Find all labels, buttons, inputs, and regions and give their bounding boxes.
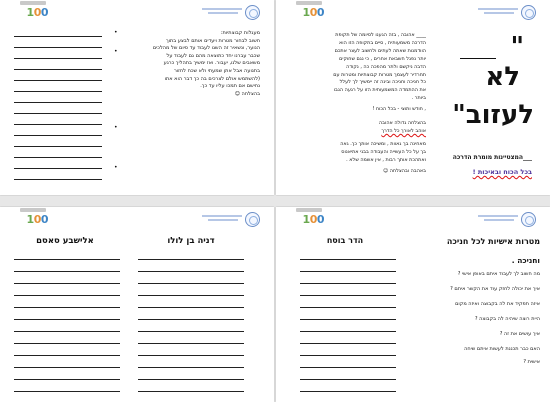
column-title: הדר בוסח: [326, 236, 364, 245]
title-line-1: לא: [485, 62, 520, 92]
document-page-3: [0, 207, 274, 402]
seal-caption: [484, 12, 514, 14]
writing-lines: [300, 251, 396, 392]
body-line: ____ אהובה , בזה הגענו לסיומה של תקופת: [335, 32, 426, 38]
seal-caption: [478, 215, 518, 217]
seal-caption: [208, 12, 238, 14]
bullet: •: [114, 124, 118, 131]
question: מה חשוב לך לעבוד איתם באופן אישי ?: [457, 271, 540, 277]
body-line: כל חניכה וחניכה ובינה זה יימשיך לך לעלל: [339, 79, 426, 86]
organization-seal-icon: [521, 5, 536, 20]
group-goals-paragraph: [132, 30, 260, 98]
paragraph-line: חשוב לבחור מטרות ויעדים אותם לבצע בתוך: [165, 37, 260, 44]
paragraph-line: נחישם אם תמכו עליו עד כך.: [200, 83, 260, 90]
paragraph-line: משאבים שלנו, יעבור. ואז ימשיך בתהליך כרגע: [163, 60, 260, 67]
bullet: •: [114, 29, 118, 36]
title-line-2: [452, 100, 534, 130]
organization-seal-icon: [245, 212, 260, 227]
page-header-logos: [0, 5, 274, 23]
open-quote: ": [510, 32, 524, 62]
question: היית רוצה שיהיה לה בקבוצה ?: [474, 316, 540, 322]
personal-goals-subtitle: וחניכה .: [511, 256, 540, 265]
subtitle: ___המצטיינות מומרת הדרכה: [452, 154, 532, 161]
document-page-4: [276, 207, 550, 402]
anniversary-100-logo: 100: [18, 6, 48, 22]
sign-off: בהצלחה ☺: [234, 90, 260, 97]
close-quote: ": [452, 100, 466, 130]
anniversary-100-logo: 100: [18, 213, 48, 229]
question: איך עושים את זה ?: [499, 331, 540, 337]
question-list: [410, 271, 540, 366]
anniversary-100-logo: 100: [294, 213, 324, 229]
body-line: ביותר .: [411, 95, 426, 102]
writing-lines-column-1: [138, 251, 244, 392]
paragraph-line: (להשתמש אולם לצרכים בה כך דבר הוא אתו: [164, 75, 260, 82]
closing-line: ואתהכת אותך רבות , אין אשמה שלא .: [346, 156, 426, 163]
signature: באהבה ובהצלחה ☺: [383, 167, 426, 174]
document-page-2: [276, 0, 550, 195]
page-header-logos: [276, 5, 550, 23]
letter-body: [302, 32, 426, 176]
page-header-logos: [0, 212, 274, 230]
body-line: את ההתמדה המשמעותית הזו על רגעה הגבו: [333, 87, 426, 94]
question: איך את יכולה לחזק עוד את הקשר איתם ?: [450, 286, 540, 292]
column-title-1: דניה בן לולו: [167, 236, 215, 246]
bullet: •: [114, 164, 118, 171]
document-page-1: [0, 0, 274, 195]
writing-lines-column-2: [14, 251, 120, 392]
seal-caption: [202, 215, 242, 217]
page-header-logos: [276, 212, 550, 230]
title-blank: [460, 58, 496, 59]
question: איזה תפקיד את לה בקבוצה ואיזה מקום: [455, 301, 540, 307]
closing-line: בך על כל העשייה והעבודה בבני אתיאנוס: [341, 148, 426, 155]
organization-seal-icon: [521, 212, 536, 227]
body-line: הדרכה משמעותית , סיים בתקופה הזו הוא: [338, 39, 426, 46]
anniversary-100-logo: 100: [294, 6, 324, 22]
body-line: הוודמנות שאתה לעתים ולחשוב לעצר אתכם: [334, 47, 426, 54]
body-line: , חודש ותוצי - בכל הכוח !: [372, 106, 426, 113]
seal-caption: [202, 8, 242, 10]
paragraph-line: בתנועה אבל אתן שמעתי ולא שכח לחזור: [173, 67, 260, 74]
bullet: •: [114, 48, 118, 55]
seal-caption: [478, 8, 518, 10]
paragraph-line: מעגלות קבוצתיות:: [220, 30, 260, 36]
body-line: הדבה ניקשם ולתר מהפכה כה , נקודה: [346, 63, 426, 70]
closing-line: מאחינה בך גאוות , ומשיכה אותך כך. גאה: [340, 140, 426, 147]
title-word-2: לעזוב: [465, 100, 534, 130]
paragraph-line: הנוער, ונשאיר זה השגו לעבוד עד סיום של מהלכים: [152, 45, 260, 52]
seal-caption: [484, 219, 514, 221]
paragraph-line: שכבר עברנו יחד כתוצאה מהם גם לעבוד על: [166, 52, 260, 59]
body-line: תחרדיר לעצמך מטרות קבוצתיות ומטרות עם: [333, 71, 426, 78]
seal-caption: [208, 219, 238, 221]
title-block: [438, 26, 542, 186]
bullet-list: [114, 30, 120, 171]
subtitle-2: בכל הכוח ובאיכות !: [472, 168, 532, 176]
organization-seal-icon: [245, 5, 260, 20]
question: אישית ?: [523, 359, 540, 365]
body-line: יותר נפגל חשבאת אחרים , כי נגם שחוקים: [339, 55, 426, 62]
personal-goals-title: מטרות אישיות לכל חניכה: [446, 237, 540, 246]
column-title-2: אלישבע סאסם: [36, 236, 94, 246]
closing-line: אוהב לאורך כל הדרך: [381, 127, 426, 134]
question: האם כבר תכננת לעשות איתם שיחה: [464, 346, 540, 352]
closing-line: בהצלחה גדולה אהובה: [378, 120, 426, 127]
writing-lines-left: [14, 28, 102, 180]
